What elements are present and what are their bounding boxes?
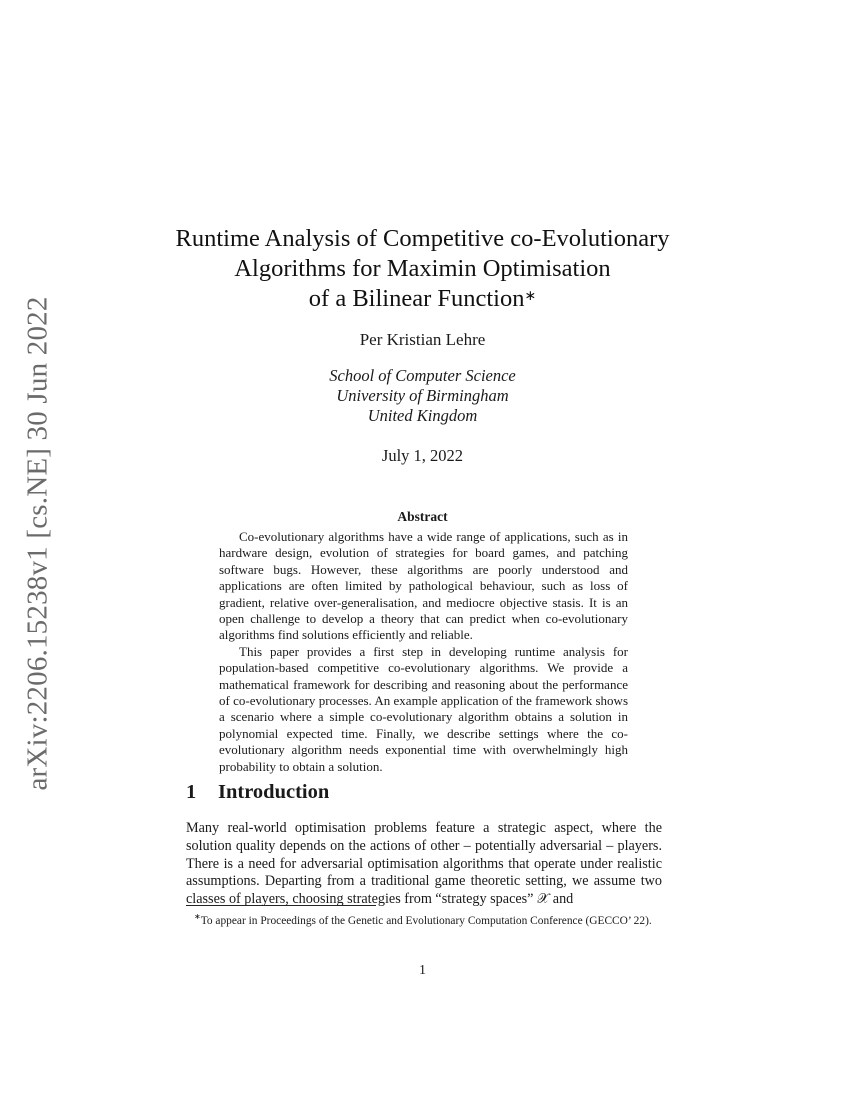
author-name: Per Kristian Lehre bbox=[359, 330, 486, 349]
section-number: 1 bbox=[186, 781, 197, 803]
title-line-3-text: of a Bilinear Function bbox=[308, 285, 525, 312]
title-line-2: Algorithms for Maximin Optimisation bbox=[234, 255, 611, 282]
abstract-paragraph-1: Co-evolutionary algorithms have a wide range of applications, such as in hardware design, evolution of strategies for board games, and patching software bugs. However, these algorithms are poorly understood and applications are often limited by pathological behaviour, such as loss of gradient, relative over-generalisation, and mediocre objective stasis. It is an open challenge to develop a theory that can predict when co-evolutionary algorithms find solutions efficiently and reliable. bbox=[219, 529, 628, 643]
footnote-text: To appear in Proceedings of the Genetic and Evolutionary Computation Conference (GECCO’ 22). bbox=[200, 914, 652, 927]
section-heading-introduction bbox=[186, 781, 329, 804]
title-line-3 bbox=[150, 284, 695, 314]
arxiv-identifier-stamp bbox=[18, 295, 58, 791]
intro-paragraph-1: Many real-world optimisation problems feature a strategic aspect, where the solution quality depends on the actions of other – potentially adversarial – players. There is a need for adversarial optimisation algorithms that operate under realistic assumptions. Departing from a traditional game theoretic setting, we assume two classes of players, choosing strategies from “strategy spaces” 𝒳 and bbox=[186, 820, 662, 908]
title-footnote-marker: ∗ bbox=[524, 289, 537, 304]
paper-title bbox=[150, 224, 695, 314]
page-number: 1 bbox=[419, 963, 426, 978]
arxiv-identifier-text: arXiv:2206.15238v1 [cs.NE] 30 Jun 2022 bbox=[21, 295, 54, 791]
author-affiliation bbox=[150, 366, 695, 426]
affiliation-school: School of Computer Science bbox=[329, 366, 516, 385]
title-line-1: Runtime Analysis of Competitive co-Evolutionary bbox=[175, 225, 670, 252]
footnote-paragraph bbox=[186, 910, 662, 928]
abstract-paragraph-2: This paper provides a first step in developing runtime analysis for population-based competitive co-evolutionary algorithms. We provide a mathematical framework for describing and reasoning about the performance of co-evolutionary processes. An example application of the framework shows a scenario where a simple co-evolutionary algorithm obtains a solution in polynomial expected time. Finally, we describe settings where the co-evolutionary algorithm needs exponential time with overwhelmingly high probability to obtain a solution. bbox=[219, 643, 628, 774]
affiliation-country: United Kingdom bbox=[367, 406, 478, 425]
footnote-marker: ∗ bbox=[194, 912, 201, 921]
abstract-heading: Abstract bbox=[397, 509, 448, 524]
section-title: Introduction bbox=[218, 781, 330, 803]
footnote-divider bbox=[186, 905, 376, 906]
affiliation-university: University of Birmingham bbox=[336, 386, 509, 405]
introduction-body bbox=[186, 820, 662, 909]
abstract-body bbox=[219, 529, 628, 775]
footnote bbox=[186, 910, 662, 928]
publication-date: July 1, 2022 bbox=[381, 446, 464, 465]
